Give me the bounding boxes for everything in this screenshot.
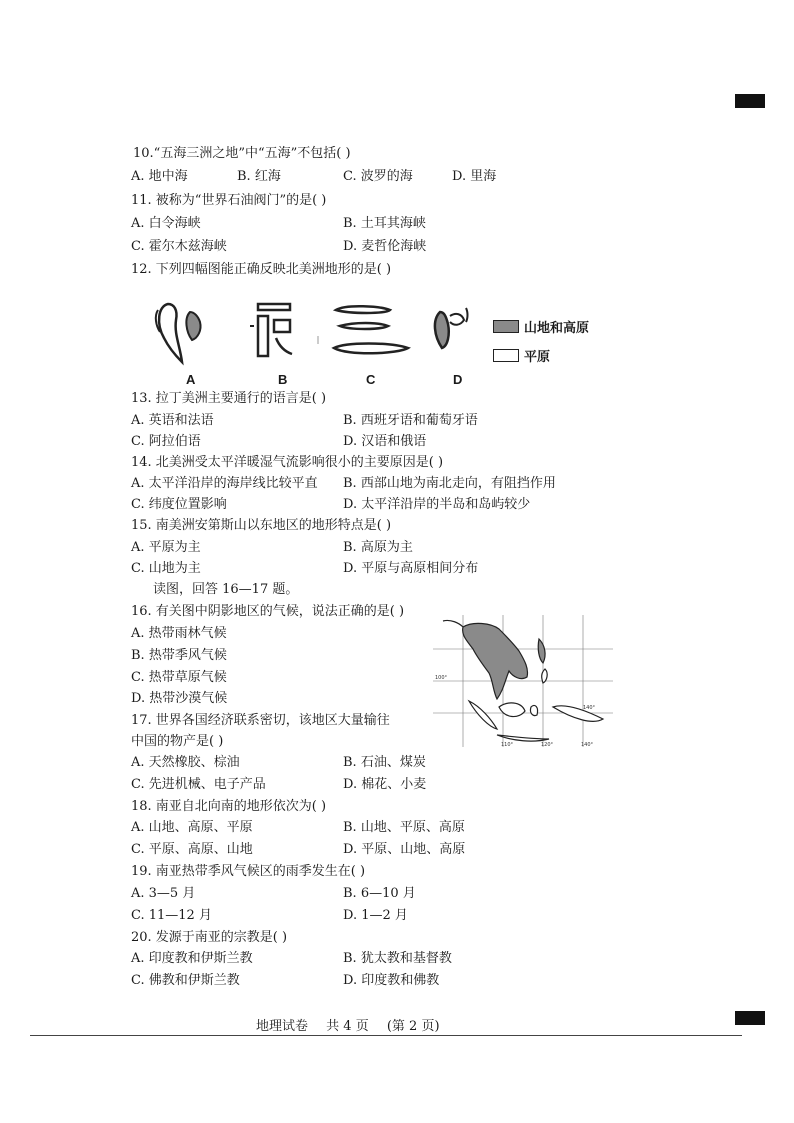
q20-option-a: A. 印度教和伊斯兰教 — [131, 951, 253, 966]
q11-option-b: B. 土耳其海峡 — [343, 216, 426, 231]
legend-swatch-plain — [493, 349, 519, 362]
q17-option-d: D. 棉花、小麦 — [343, 777, 427, 792]
q13-option-d: D. 汉语和俄语 — [343, 434, 427, 449]
map-label-b: B — [278, 372, 288, 387]
map-graticule — [433, 615, 613, 747]
map-option-c — [318, 306, 408, 353]
q20-option-b: B. 犹太教和基督教 — [343, 951, 452, 966]
question-14-stem: 14. 北美洲受太平洋暖湿气流影响很小的主要原因是( ) — [131, 455, 444, 470]
q17-option-b: B. 石油、煤炭 — [343, 755, 426, 770]
q14-option-d: D. 太平洋沿岸的半岛和岛屿较少 — [343, 497, 531, 512]
footer-total-pages: 共 4 页 — [326, 1019, 369, 1034]
footer-subject: 地理试卷 — [256, 1019, 309, 1034]
map-option-d — [435, 308, 468, 348]
q18-option-a: A. 山地、高原、平原 — [131, 820, 253, 835]
read-map-instruction: 读图，回答 16—17 题。 — [153, 582, 299, 597]
q15-option-d: D. 平原与高原相间分布 — [343, 561, 479, 576]
question-11-stem: 11. 被称为“世界石油阀门”的是( ) — [131, 193, 327, 208]
question-17-stem-cont: 中国的物产是( ) — [131, 734, 224, 749]
legend-label-mountain: 山地和高原 — [524, 321, 590, 336]
q13-option-a: A. 英语和法语 — [131, 413, 214, 428]
lon-label: 120° — [541, 742, 554, 747]
q20-option-d: D. 印度教和佛教 — [343, 973, 440, 988]
footer-page-number: (第 2 页) — [386, 1019, 440, 1034]
legend-swatch-mountain — [493, 320, 519, 333]
lon-label: 110° — [501, 742, 514, 747]
q15-option-b: B. 高原为主 — [343, 540, 413, 555]
footer-rule — [30, 1035, 742, 1036]
lat-label: 140° — [583, 705, 596, 711]
registration-mark-top — [735, 94, 765, 108]
q16-option-a: A. 热带雨林气候 — [131, 626, 227, 641]
q10-option-d: D. 里海 — [452, 169, 497, 184]
q16-option-b: B. 热带季风气候 — [131, 648, 227, 663]
q15-option-a: A. 平原为主 — [131, 540, 201, 555]
q14-option-c: C. 纬度位置影响 — [131, 497, 227, 512]
map-option-b — [250, 304, 292, 356]
map-label-d: D — [453, 372, 463, 387]
q13-option-c: C. 阿拉伯语 — [131, 434, 201, 449]
southeast-asia-map — [433, 615, 613, 747]
legend-label-plain: 平原 — [524, 350, 551, 365]
q14-option-a: A. 太平洋沿岸的海岸线比较平直 — [131, 476, 318, 491]
question-18-stem: 18. 南亚自北向南的地形依次为( ) — [131, 799, 327, 814]
q19-option-a: A. 3—5 月 — [131, 886, 196, 901]
q16-option-c: C. 热带草原气候 — [131, 670, 227, 685]
q19-option-d: D. 1—2 月 — [343, 908, 408, 923]
q10-option-c: C. 波罗的海 — [343, 169, 413, 184]
question-12-stem: 12. 下列四幅图能正确反映北美洲地形的是( ) — [131, 262, 392, 277]
q13-option-b: B. 西班牙语和葡萄牙语 — [343, 413, 478, 428]
q10-option-a: A. 地中海 — [131, 169, 188, 184]
q17-option-c: C. 先进机械、电子产品 — [131, 777, 266, 792]
mainland-shaded-region — [443, 620, 528, 699]
lon-label: 100° — [435, 675, 448, 681]
map-option-a — [156, 304, 201, 362]
q16-option-d: D. 热带沙漠气候 — [131, 691, 228, 706]
q18-option-b: B. 山地、平原、高原 — [343, 820, 465, 835]
q17-option-a: A. 天然橡胶、棕油 — [131, 755, 240, 770]
q11-option-a: A. 白令海峡 — [131, 216, 201, 231]
q19-option-b: B. 6—10 月 — [343, 886, 416, 901]
question-10-stem: 10.“五海三洲之地”中“五海”不包括( ) — [133, 146, 351, 161]
q18-option-d: D. 平原、山地、高原 — [343, 842, 466, 857]
map-label-a: A — [186, 372, 196, 387]
q11-option-c: C. 霍尔木兹海峡 — [131, 239, 227, 254]
page-footer — [256, 1015, 454, 1034]
lon-label: 140° — [581, 742, 594, 747]
q14-option-b: B. 西部山地为南北走向，有阻挡作用 — [343, 476, 556, 491]
question-19-stem: 19. 南亚热带季风气候区的雨季发生在( ) — [131, 864, 366, 879]
question-15-stem: 15. 南美洲安第斯山以东地区的地形特点是( ) — [131, 518, 392, 533]
question-20-stem: 20. 发源于南亚的宗教是( ) — [131, 930, 288, 945]
q15-option-c: C. 山地为主 — [131, 561, 201, 576]
q11-option-d: D. 麦哲伦海峡 — [343, 239, 427, 254]
q18-option-c: C. 平原、高原、山地 — [131, 842, 253, 857]
registration-mark-bottom — [735, 1011, 765, 1025]
figure-12-landform-maps — [150, 296, 470, 371]
q20-option-c: C. 佛教和伊斯兰教 — [131, 973, 240, 988]
q19-option-c: C. 11—12 月 — [131, 908, 212, 923]
question-17-stem: 17. 世界各国经济联系密切，该地区大量输往 — [131, 713, 390, 728]
question-13-stem: 13. 拉丁美洲主要通行的语言是( ) — [131, 391, 327, 406]
question-16-stem: 16. 有关图中阴影地区的气候，说法正确的是( ) — [131, 604, 405, 619]
map-label-c: C — [366, 372, 376, 387]
q10-option-b: B. 红海 — [237, 169, 281, 184]
